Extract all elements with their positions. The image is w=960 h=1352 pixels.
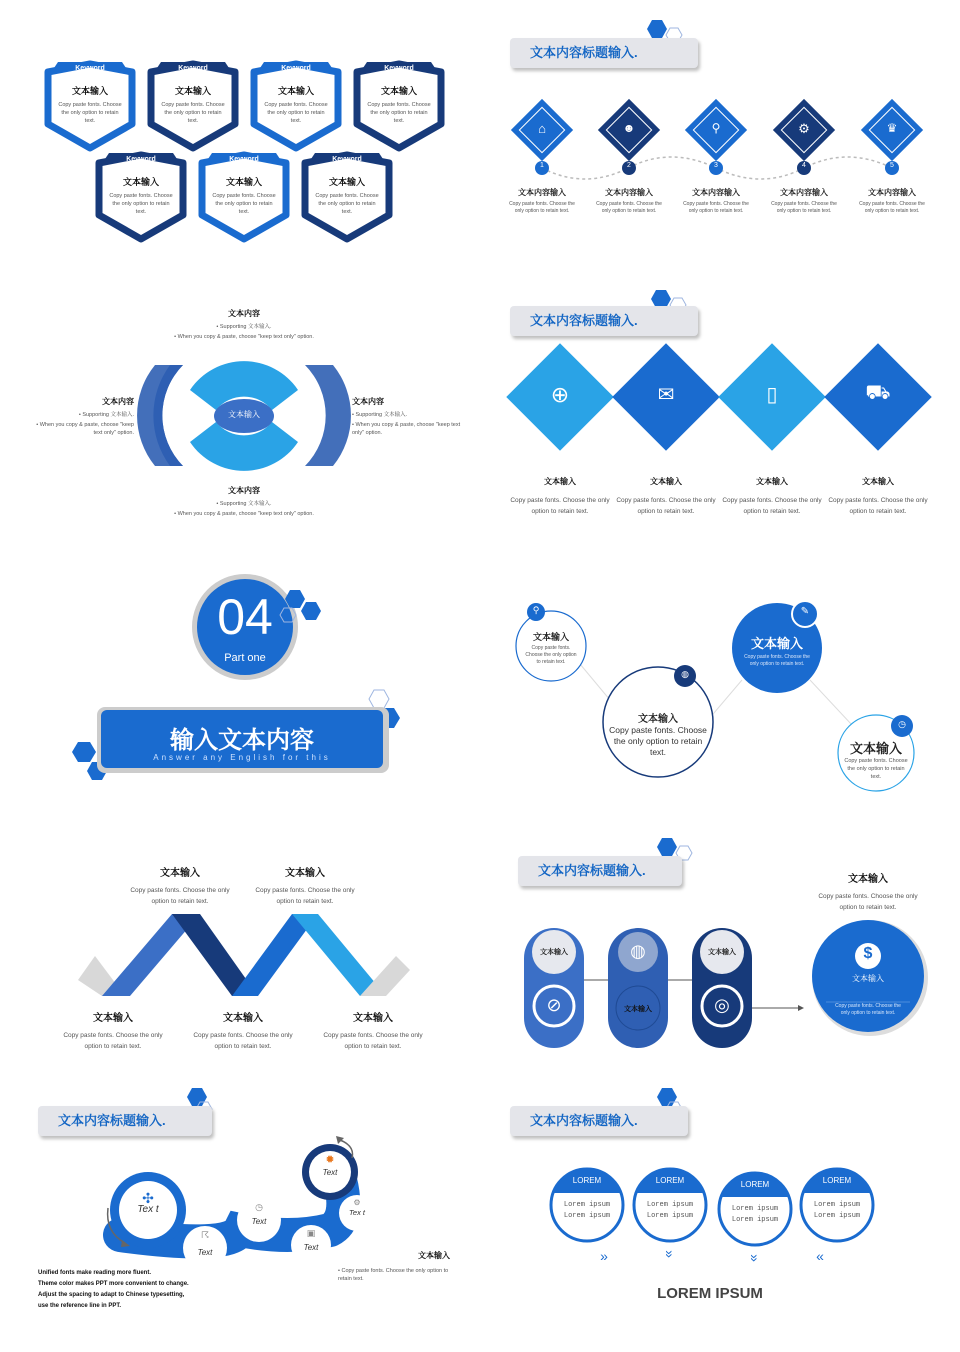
- slide-diamond-steps: [480, 0, 960, 270]
- slide-title: 文本内容标题输入.: [510, 306, 698, 336]
- step-desc: Copy paste fonts. Choose the only option to retain text.: [683, 201, 749, 214]
- globe-gear-icon: ⊕: [550, 382, 570, 407]
- step-desc: Copy paste fonts. Choose the only option to retain text.: [859, 201, 925, 214]
- shopping-cart-icon: ⛟: [865, 382, 891, 404]
- lorem-lines: Lorem ipsum Lorem ipsum: [813, 1201, 861, 1220]
- edit-icon: ✎: [800, 606, 810, 617]
- link-icon: ✣: [142, 1190, 154, 1206]
- zigzag-desc: Copy paste fonts. Choose the only option to retain text.: [63, 1032, 163, 1050]
- lorem-head: LOREM: [740, 1180, 770, 1189]
- clock-icon: ◷: [255, 1202, 263, 1212]
- slide-big-diamonds: [480, 270, 960, 540]
- circle-title: 文本输入: [750, 636, 803, 651]
- diamond-title: 文本输入: [862, 477, 894, 486]
- badge-keyword: Keyword: [126, 156, 156, 163]
- note-line: Adjust the spacing to adapt to Chinese typesetting,: [38, 1292, 185, 1298]
- sun-gear-icon: ✹: [325, 1154, 335, 1166]
- step-desc: Copy paste fonts. Choose the only option to retain text.: [771, 201, 837, 214]
- zigzag-desc: Copy paste fonts. Choose the only option to retain text.: [323, 1032, 423, 1050]
- chevron-down-icon: «: [816, 1248, 824, 1264]
- lorem-head: LOREM: [655, 1176, 685, 1185]
- diamond-desc: Copy paste fonts. Choose the only option to retain text.: [828, 497, 928, 515]
- circle-text: [608, 710, 708, 758]
- zigzag-desc: Copy paste fonts. Choose the only option to retain text.: [193, 1032, 293, 1050]
- diamond-text: [616, 476, 716, 517]
- badge-keyword: Keyword: [384, 65, 414, 72]
- chevron-down-icon: »: [600, 1248, 608, 1264]
- circle-desc: Copy paste fonts. Choose the only option to retain text.: [609, 725, 707, 757]
- badge-keyword: Keyword: [178, 65, 208, 72]
- pill-label: 文本输入: [624, 1006, 652, 1013]
- ring-bullet: • When you copy & paste, choose "keep text only" option.: [36, 422, 134, 436]
- slide-circle-chain: [0, 1080, 480, 1350]
- slide-ring-diagram: [0, 270, 480, 540]
- badge-card: [200, 155, 288, 216]
- steps-graphic: [480, 95, 960, 195]
- zigzag-title: 文本输入: [93, 1013, 133, 1024]
- chevron-down-icon: »: [662, 1250, 678, 1258]
- chevron-down-icon: »: [747, 1254, 763, 1262]
- big-circle-label: 文本输入: [852, 974, 884, 983]
- chain-label: Text: [251, 1217, 267, 1226]
- lorem-lines: Lorem ipsum Lorem ipsum: [646, 1201, 694, 1220]
- badge-title: 文本输入: [277, 86, 314, 96]
- zigzag-title: 文本输入: [353, 1013, 393, 1024]
- step-text: [857, 187, 927, 215]
- zigzag-title: 文本输入: [285, 868, 325, 879]
- badge-card: [97, 155, 185, 216]
- ring-heading: 文本内容: [102, 397, 134, 406]
- ring-right-text: [352, 396, 462, 437]
- chain-right-title: 文本输入: [418, 1251, 450, 1260]
- note-line: use the reference line in PPT.: [38, 1303, 122, 1309]
- ring-bullet: • When you copy & paste, choose "keep text only" option.: [174, 334, 314, 340]
- ring-bullet: • Supporting 文本输入.: [216, 324, 272, 330]
- slide-title: 文本内容标题输入.: [38, 1106, 212, 1136]
- step-number: 1: [540, 162, 544, 169]
- circle-text: [844, 738, 908, 781]
- ring-bullet: • When you copy & paste, choose "keep text only" option.: [174, 511, 314, 517]
- badge-title: 文本输入: [71, 86, 108, 96]
- box-icon: ▣: [306, 1228, 316, 1238]
- divider-graphic: [0, 540, 480, 810]
- step-number: 5: [890, 162, 894, 169]
- lorem-graphic: [480, 1080, 960, 1350]
- diamond-title: 文本输入: [544, 477, 576, 486]
- note-line: Unified fonts make reading more fluent.: [38, 1270, 152, 1276]
- badge-card: [46, 64, 134, 125]
- badge-keyword: Keyword: [332, 156, 362, 163]
- dollar-icon: $: [863, 945, 873, 962]
- zigzag-desc: Copy paste fonts. Choose the only option to retain text.: [130, 887, 230, 905]
- chain-right-text: [338, 1250, 450, 1283]
- badge-keyword: Keyword: [281, 65, 311, 72]
- circle-text: [740, 633, 814, 668]
- ring-bullet: • Supporting 文本输入.: [352, 412, 408, 418]
- badge-title: 文本输入: [174, 86, 211, 96]
- zigzag-title: 文本输入: [223, 1013, 263, 1024]
- ring-top-text: [164, 308, 324, 341]
- step-title: 文本内容输入: [780, 188, 828, 197]
- slide-title: 文本内容标题输入.: [510, 1106, 688, 1136]
- step-text: [769, 187, 839, 215]
- badge-desc: Copy paste fonts. Choose the only option to retain text.: [315, 193, 379, 215]
- ring-bullet: • When you copy & paste, choose "keep text only" option.: [352, 422, 461, 436]
- note-line: Theme color makes PPT more convenient to change.: [38, 1281, 189, 1287]
- slide-title: 文本内容标题输入.: [518, 856, 682, 886]
- badge-title: 文本输入: [328, 177, 365, 187]
- zigzag-bottom-text: [58, 1009, 168, 1052]
- chain-label: Text: [197, 1248, 213, 1257]
- circle-desc: Copy paste fonts. Choose the only option to retain text.: [744, 654, 810, 667]
- badge-desc: Copy paste fonts. Choose the only option to retain text.: [367, 102, 431, 124]
- diamond-text: [510, 476, 610, 517]
- badge-desc: Copy paste fonts. Choose the only option to retain text.: [264, 102, 328, 124]
- zigzag-top-text: [125, 864, 235, 907]
- section-title: 输入文本内容: [170, 727, 314, 754]
- team-icon: ☻: [622, 121, 636, 135]
- slide-title: 文本内容标题输入.: [510, 38, 698, 68]
- diamond-desc: Copy paste fonts. Choose the only option to retain text.: [510, 497, 610, 515]
- badge-title: 文本输入: [380, 86, 417, 96]
- ring-bottom-text: [164, 485, 324, 518]
- zigzag-desc: Copy paste fonts. Choose the only option to retain text.: [255, 887, 355, 905]
- signal-icon: ☈: [200, 1230, 210, 1240]
- big-circle-desc: Copy paste fonts. Choose the only option to retain text.: [835, 1003, 901, 1016]
- badge-desc: Copy paste fonts. Choose the only option to retain text.: [161, 102, 225, 124]
- step-number: 4: [802, 162, 806, 169]
- step-text: [681, 187, 751, 215]
- chain-label: Tex t: [137, 1204, 159, 1215]
- zigzag-title: 文本输入: [160, 868, 200, 879]
- gear-icon: ⚙: [798, 121, 810, 136]
- badge-keyword: Keyword: [75, 65, 105, 72]
- step-desc: Copy paste fonts. Choose the only option to retain text.: [596, 201, 662, 214]
- pin-icon: ⚲: [532, 605, 540, 615]
- pill-label: 文本输入: [540, 949, 568, 956]
- step-title: 文本内容输入: [518, 188, 566, 197]
- step-title: 文本内容输入: [868, 188, 916, 197]
- step-number: 2: [627, 162, 631, 169]
- badge-desc: Copy paste fonts. Choose the only option to retain text.: [109, 193, 173, 215]
- target-icon: ◎: [714, 995, 730, 1015]
- ring-heading: 文本内容: [228, 309, 260, 318]
- trophy-icon: ♛: [886, 121, 898, 135]
- clock-icon: ◷: [898, 719, 906, 729]
- badge-keyword: Keyword: [229, 156, 259, 163]
- diamond-desc: Copy paste fonts. Choose the only option to retain text.: [722, 497, 822, 515]
- badge-card: [252, 64, 340, 125]
- diamond-text: [828, 476, 928, 517]
- ring-heading: 文本内容: [352, 397, 384, 406]
- pills-graphic: [480, 810, 960, 1080]
- diamond-desc: Copy paste fonts. Choose the only option to retain text.: [616, 497, 716, 515]
- home-icon: ⌂: [538, 121, 546, 136]
- chain-right-bullet: • Copy paste fonts. Choose the only option to retain text.: [338, 1268, 449, 1282]
- lorem-head: LOREM: [822, 1176, 852, 1185]
- settings-icon: ⚙: [353, 1198, 361, 1207]
- badge-card: [149, 64, 237, 125]
- zigzag-top-text: [250, 864, 360, 907]
- diamond-title: 文本输入: [650, 477, 682, 486]
- chain-label: Text: [303, 1243, 319, 1252]
- circle-title: 文本输入: [532, 632, 569, 642]
- step-number: 3: [714, 162, 718, 169]
- lorem-head: LOREM: [572, 1176, 602, 1185]
- slide-section-divider: [0, 540, 480, 810]
- diamond-title: 文本输入: [756, 477, 788, 486]
- side-desc: Copy paste fonts. Choose the only option to retain text.: [818, 893, 918, 911]
- circle-desc: Copy paste fonts. Choose the only option to retain text.: [844, 758, 908, 780]
- side-text: [818, 870, 918, 913]
- step-text: [594, 187, 664, 215]
- slide-lorem-circles: [480, 1080, 960, 1350]
- zigzag-bottom-text: [188, 1009, 298, 1052]
- ring-left-text: [28, 396, 134, 437]
- circle-title: 文本输入: [849, 741, 902, 756]
- chain-label: Tex t: [349, 1208, 365, 1217]
- ring-bullet: • Supporting 文本输入.: [78, 412, 134, 418]
- chain-notes: [38, 1268, 238, 1312]
- ring-heading: 文本内容: [228, 486, 260, 495]
- badge-title: 文本输入: [225, 177, 262, 187]
- slide-zigzag: [0, 810, 480, 1080]
- chain-label: Text: [322, 1168, 338, 1177]
- slide-keyword-badges: [0, 0, 480, 270]
- badge-card: [355, 64, 443, 125]
- badge-desc: Copy paste fonts. Choose the only option to retain text.: [212, 193, 276, 215]
- section-subtitle: Answer any English for this: [153, 753, 331, 762]
- circle-title: 文本输入: [638, 714, 678, 725]
- ring-center-label: 文本输入: [228, 410, 260, 419]
- section-number: 04: [217, 589, 273, 645]
- lorem-lines: Lorem ipsum Lorem ipsum: [563, 1201, 611, 1220]
- step-title: 文本内容输入: [605, 188, 653, 197]
- globe-icon: ◍: [681, 669, 689, 679]
- badge-desc: Copy paste fonts. Choose the only option to retain text.: [58, 102, 122, 124]
- globe-icon: ◍: [630, 941, 646, 961]
- section-part: Part one: [224, 652, 266, 664]
- badge-card: [303, 155, 391, 216]
- search-icon: ⚲: [711, 121, 721, 135]
- pill-label: 文本输入: [708, 949, 736, 956]
- badge-shapes: [0, 0, 480, 270]
- step-text: [507, 187, 577, 215]
- slide-connected-circles: [480, 540, 960, 810]
- step-desc: Copy paste fonts. Choose the only option to retain text.: [509, 201, 575, 214]
- diamond-text: [722, 476, 822, 517]
- lorem-lines: Lorem ipsum Lorem ipsum: [731, 1205, 779, 1224]
- step-title: 文本内容输入: [692, 188, 740, 197]
- ring-bullet: • Supporting 文本输入.: [216, 501, 272, 507]
- mobile-gear-icon: ▯: [766, 384, 778, 406]
- circle-desc: Copy paste fonts. Choose the only option to retain text.: [525, 645, 577, 665]
- badge-title: 文本输入: [122, 177, 159, 187]
- side-title: 文本输入: [848, 874, 888, 885]
- slide-pill-process: [480, 810, 960, 1080]
- compass-icon: ⊘: [546, 995, 562, 1015]
- lorem-footer: LOREM IPSUM: [657, 1285, 763, 1302]
- circle-text: [524, 630, 578, 666]
- chat-bubbles-icon: ✉: [657, 384, 675, 406]
- zigzag-bottom-text: [318, 1009, 428, 1052]
